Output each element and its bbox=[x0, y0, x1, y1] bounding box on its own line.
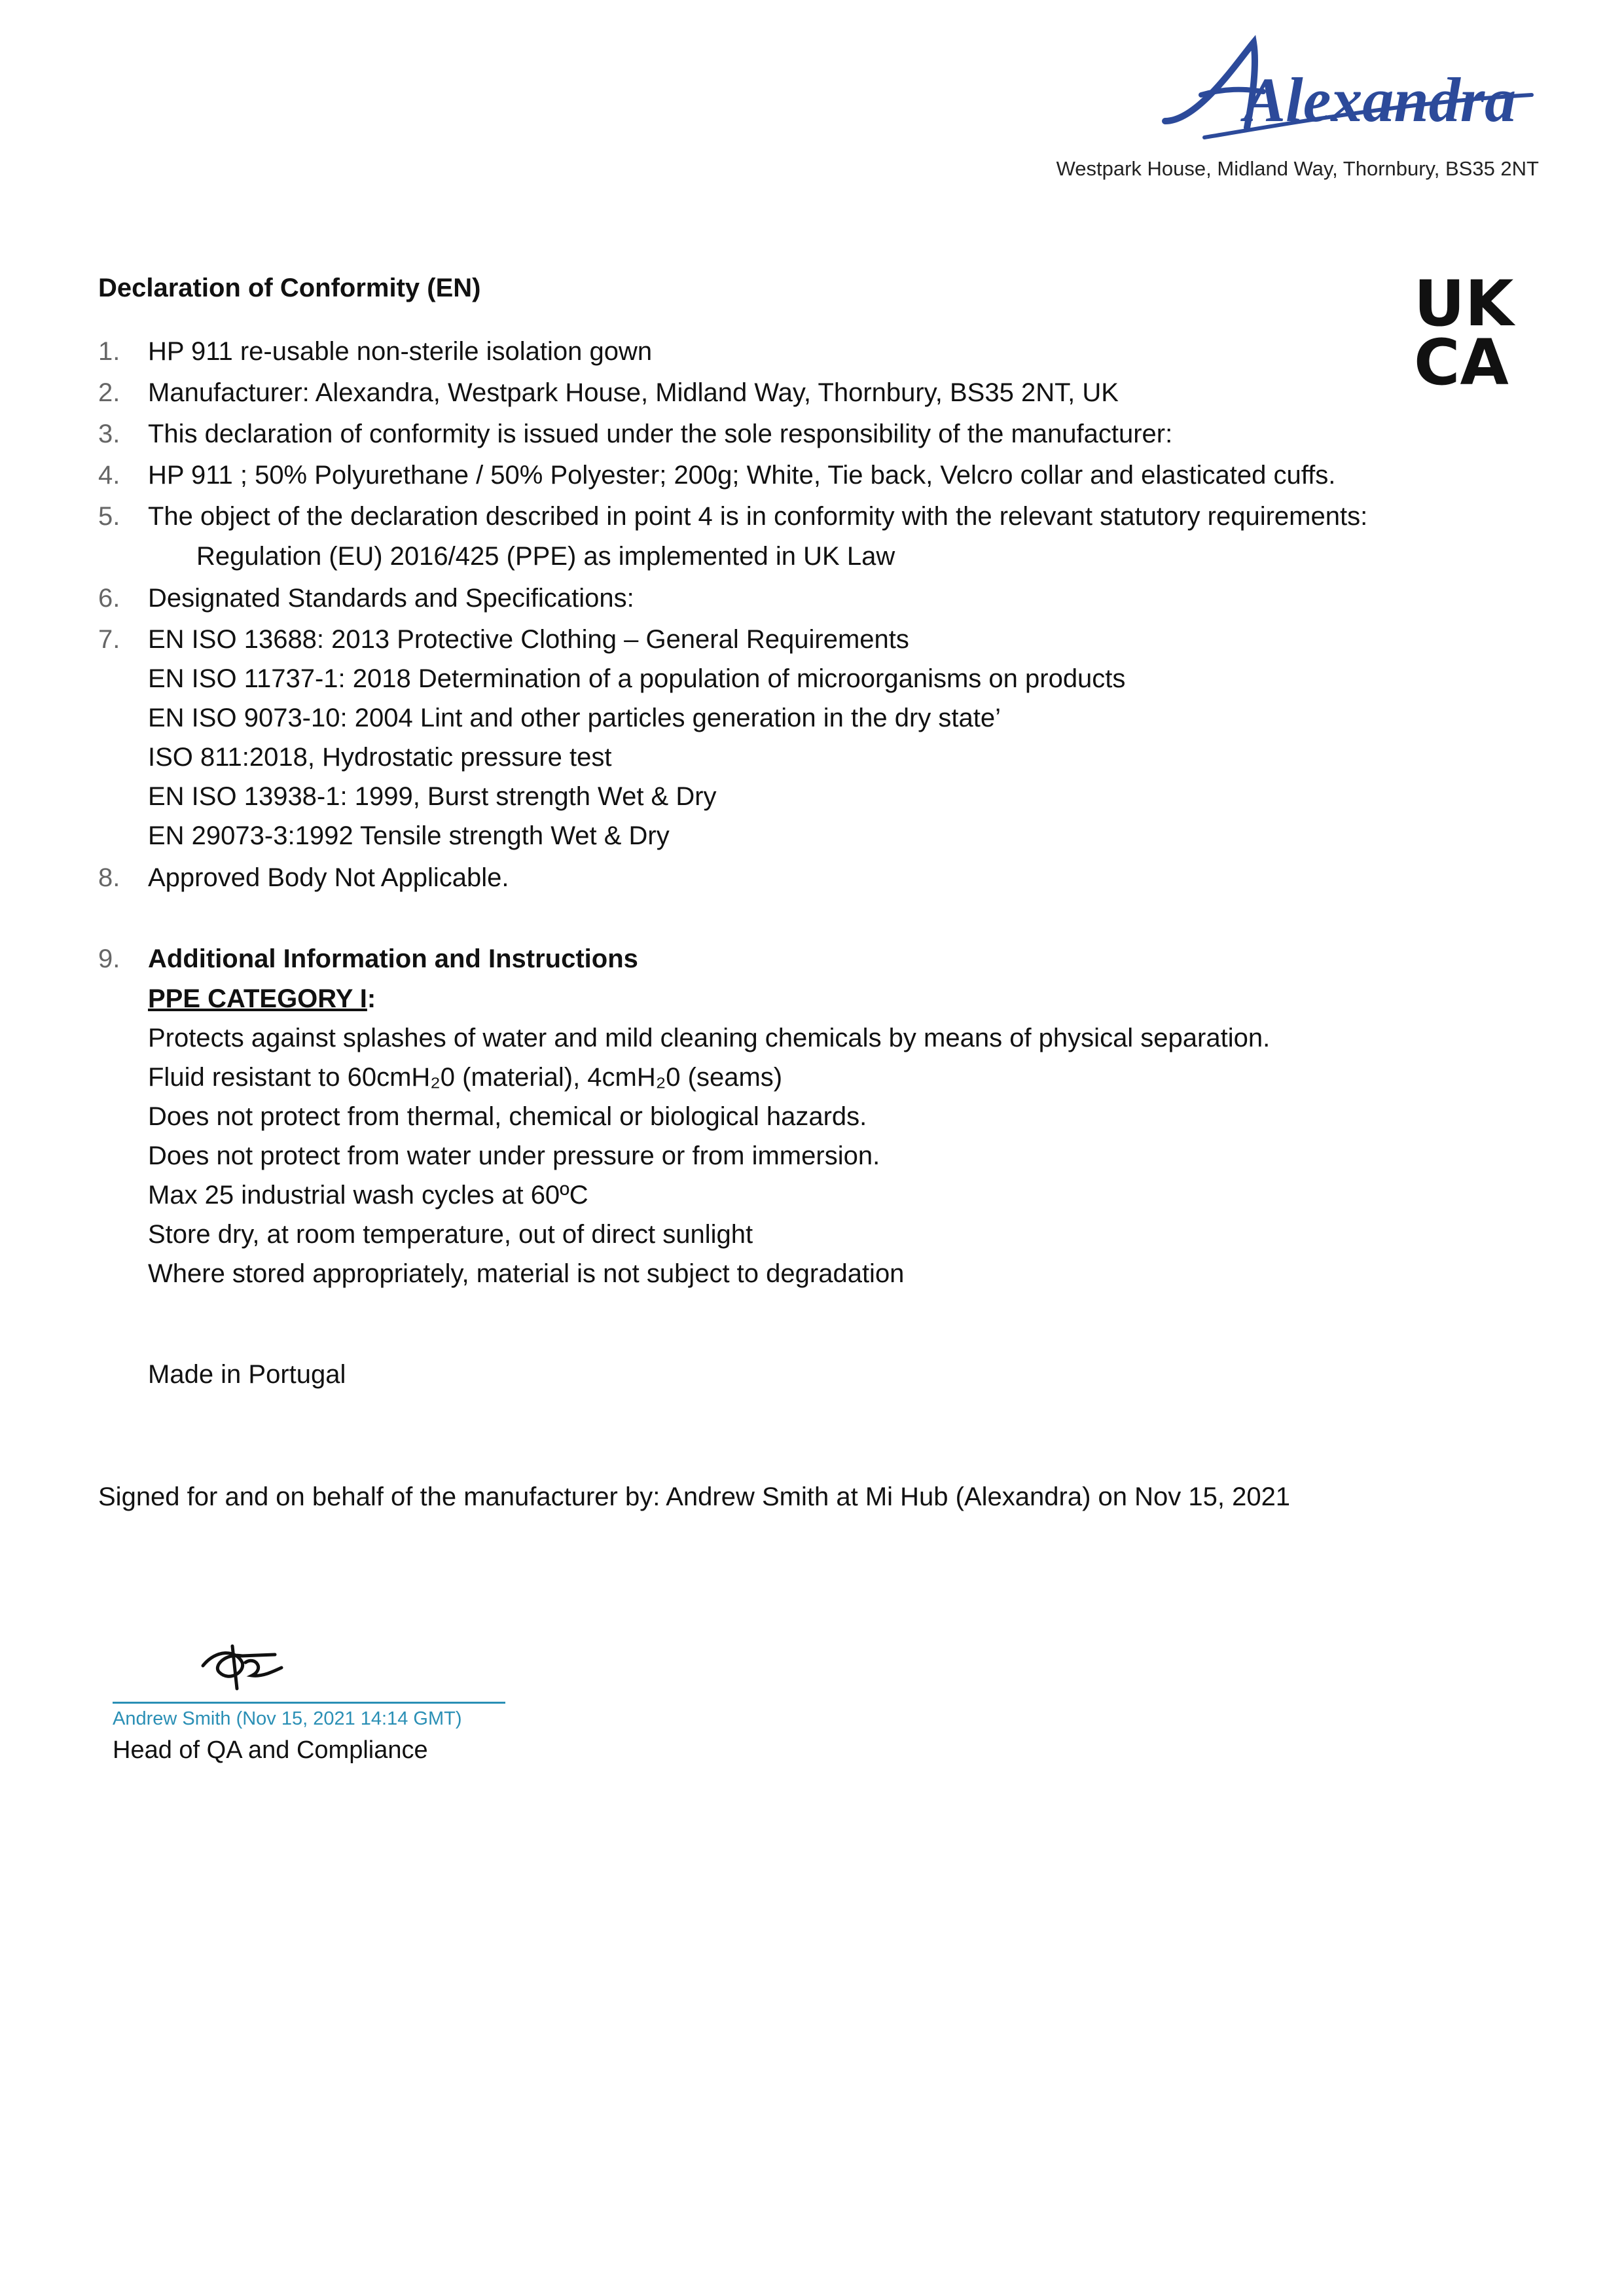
ppe-info-line: Store dry, at room temperature, out of direct sunlight bbox=[148, 1220, 753, 1249]
item-5-subtext: Regulation (EU) 2016/425 (PPE) as implemented in UK Law bbox=[196, 542, 895, 571]
ppe-info-line: Max 25 industrial wash cycles at 60ºC bbox=[148, 1181, 588, 1210]
item-1-text: HP 911 re-usable non-sterile isolation gown bbox=[148, 337, 653, 366]
item-1-number: 1. bbox=[98, 337, 120, 366]
ppe-category-heading bbox=[148, 984, 376, 1014]
signed-statement: Signed for and on behalf of the manufacturer by: Andrew Smith at Mi Hub (Alexandra) on Nov 15, 2021 bbox=[98, 1482, 1291, 1511]
item-5-text: The object of the declaration described in point 4 is in conformity with the relevant statutory requirements: bbox=[148, 502, 1368, 531]
item-6-number: 6. bbox=[98, 584, 120, 613]
item-7-number: 7. bbox=[98, 625, 120, 654]
ppe-info-line: Where stored appropriately, material is not subject to degradation bbox=[148, 1259, 905, 1288]
item-8-number: 8. bbox=[98, 863, 120, 892]
company-address: Westpark House, Midland Way, Thornbury, BS35 2NT bbox=[1056, 157, 1539, 180]
ukca-line2: CA bbox=[1414, 326, 1509, 389]
handwritten-signature bbox=[196, 1636, 288, 1695]
ppe-category-label: PPE CATEGORY I bbox=[148, 984, 367, 1013]
ppe-info-line: Protects against splashes of water and mild cleaning chemicals by means of physical separation. bbox=[148, 1024, 1271, 1052]
item-3-number: 3. bbox=[98, 420, 120, 448]
item-7-text: EN ISO 13688: 2013 Protective Clothing – General Requirements bbox=[148, 625, 909, 654]
signatory-role: Head of QA and Compliance bbox=[113, 1736, 428, 1764]
item-3-text: This declaration of conformity is issued under the sole responsibility of the manufacturer: bbox=[148, 420, 1173, 448]
item-9-heading: Additional Information and Instructions bbox=[148, 944, 638, 973]
signature-line bbox=[113, 1702, 505, 1704]
logo-wordmark: Alexandra bbox=[1244, 65, 1517, 135]
item-5-number: 5. bbox=[98, 502, 120, 531]
item-4-text: HP 911 ; 50% Polyurethane / 50% Polyester; 200g; White, Tie back, Velcro collar and elasticated cuffs. bbox=[148, 461, 1336, 490]
standard-line: EN ISO 11737-1: 2018 Determination of a population of microorganisms on products bbox=[148, 664, 1126, 693]
ppe-info-line: Fluid resistant to 60cmH₂0 (material), 4cmH₂0 (seams) bbox=[148, 1063, 783, 1092]
standard-line: EN ISO 9073-10: 2004 Lint and other particles generation in the dry state’ bbox=[148, 704, 1001, 732]
item-2-text: Manufacturer: Alexandra, Westpark House, Midland Way, Thornbury, BS35 2NT, UK bbox=[148, 378, 1119, 407]
document-title: Declaration of Conformity (EN) bbox=[98, 274, 481, 302]
item-6-text: Designated Standards and Specifications: bbox=[148, 584, 634, 613]
item-4-number: 4. bbox=[98, 461, 120, 490]
standard-line: EN 29073-3:1992 Tensile strength Wet & Dry bbox=[148, 821, 670, 850]
standard-line: ISO 811:2018, Hydrostatic pressure test bbox=[148, 743, 612, 772]
ppe-info-line: Does not protect from thermal, chemical or biological hazards. bbox=[148, 1102, 867, 1131]
ukca-mark-icon bbox=[1414, 272, 1532, 389]
ppe-category-colon: : bbox=[367, 984, 376, 1013]
standard-line: EN ISO 13938-1: 1999, Burst strength Wet & Dry bbox=[148, 782, 717, 811]
country-of-origin: Made in Portugal bbox=[148, 1360, 346, 1389]
ppe-info-line: Does not protect from water under pressure or from immersion. bbox=[148, 1141, 880, 1170]
item-8-text: Approved Body Not Applicable. bbox=[148, 863, 509, 892]
signature-caption: Andrew Smith (Nov 15, 2021 14:14 GMT) bbox=[113, 1708, 462, 1729]
ukca-line1: UK bbox=[1414, 272, 1514, 340]
item-9-number: 9. bbox=[98, 944, 120, 973]
alexandra-logo bbox=[1139, 23, 1545, 154]
item-2-number: 2. bbox=[98, 378, 120, 407]
